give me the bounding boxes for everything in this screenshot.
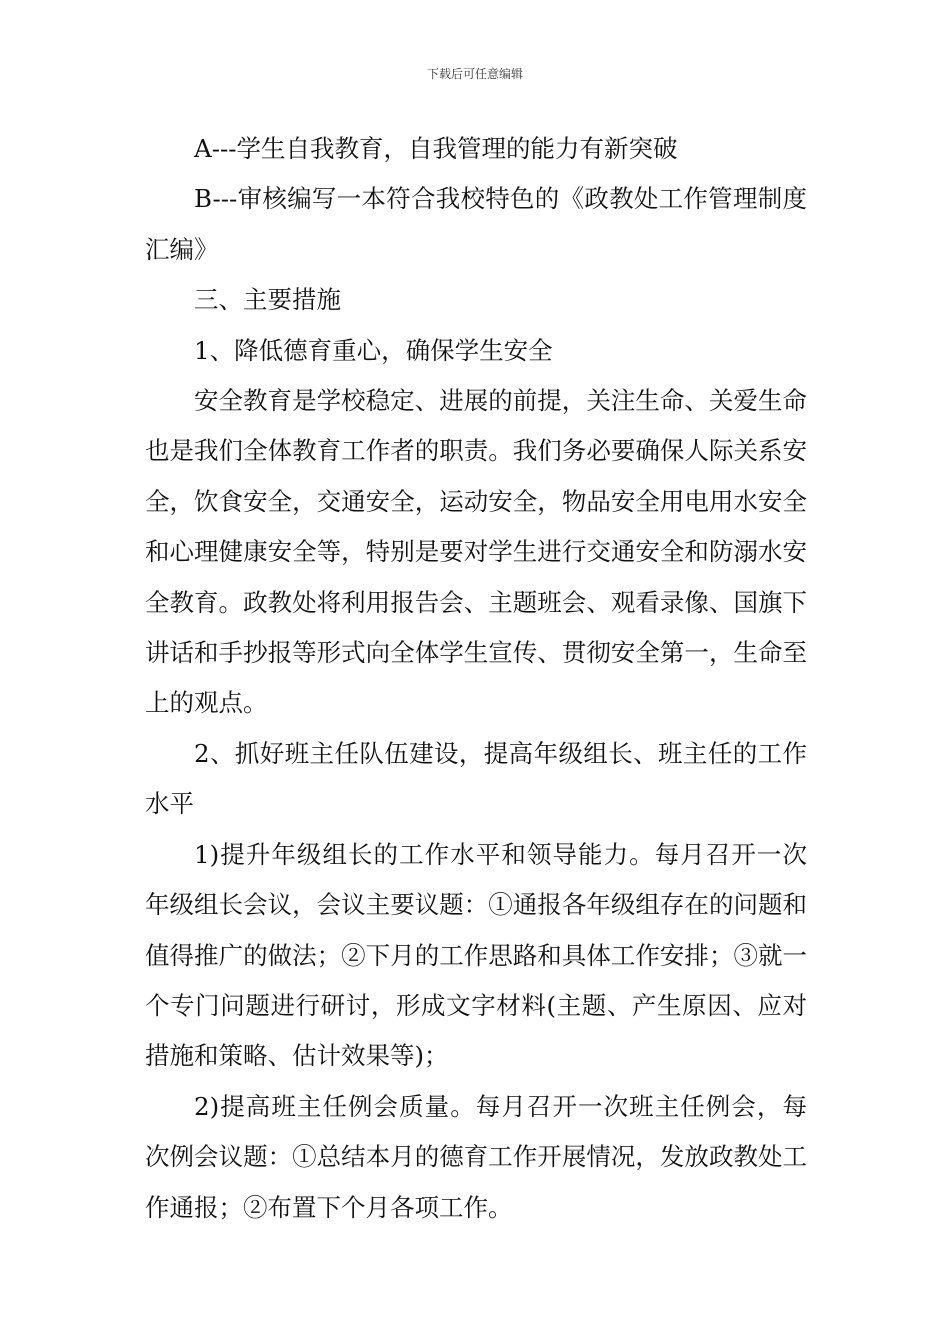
goal-a-paragraph: A---学生自我教育，自我管理的能力有新突破 [194, 134, 678, 163]
page-header: 下载后可任意编辑 [426, 67, 523, 81]
class-teacher-meeting-paragraph: 2)提高班主任例会质量。每月召开一次班主任例会，每次例会议题：①总结本月的德育工作开展情况，发放政教处工作通报；②布置下个月各项工作。 [145, 1091, 807, 1222]
subsection-heading-1: 1、降低德育重心，确保学生安全 [194, 335, 553, 365]
goal-b-paragraph: B---审核编写一本符合我校特色的《政教处工作管理制度汇编》 [145, 184, 807, 264]
section-heading: 三、主要措施 [194, 285, 341, 315]
safety-education-paragraph: 安全教育是学校稳定、进展的前提，关注生命、关爱生命也是我们全体教育工作者的职责。我们务必要确保人际关系安全，饮食安全，交通安全，运动安全，物品安全用电用水安全和心理健康安全等，特别是要对学生进行交通安全和防溺水安全教育。政教处将利用报告会、主题班会、观看录像、国旗下讲话和手抄报等形式向全体学生宣传、贯彻安全第一，生命至上的观点。 [145, 386, 807, 718]
document-body [145, 124, 807, 1233]
subsection-heading-2: 2、抓好班主任队伍建设，提高年级组长、班主任的工作水平 [145, 738, 807, 819]
grade-leader-paragraph: 1)提升年级组长的工作水平和领导能力。每月召开一次年级组长会议，会议主要议题：①通报各年级组存在的问题和值得推广的做法；②下月的工作思路和具体工作安排；③就一个专门问题进行研讨，形成文字材料(主题、产生原因、应对措施和策略、估计效果等)； [145, 839, 807, 1071]
